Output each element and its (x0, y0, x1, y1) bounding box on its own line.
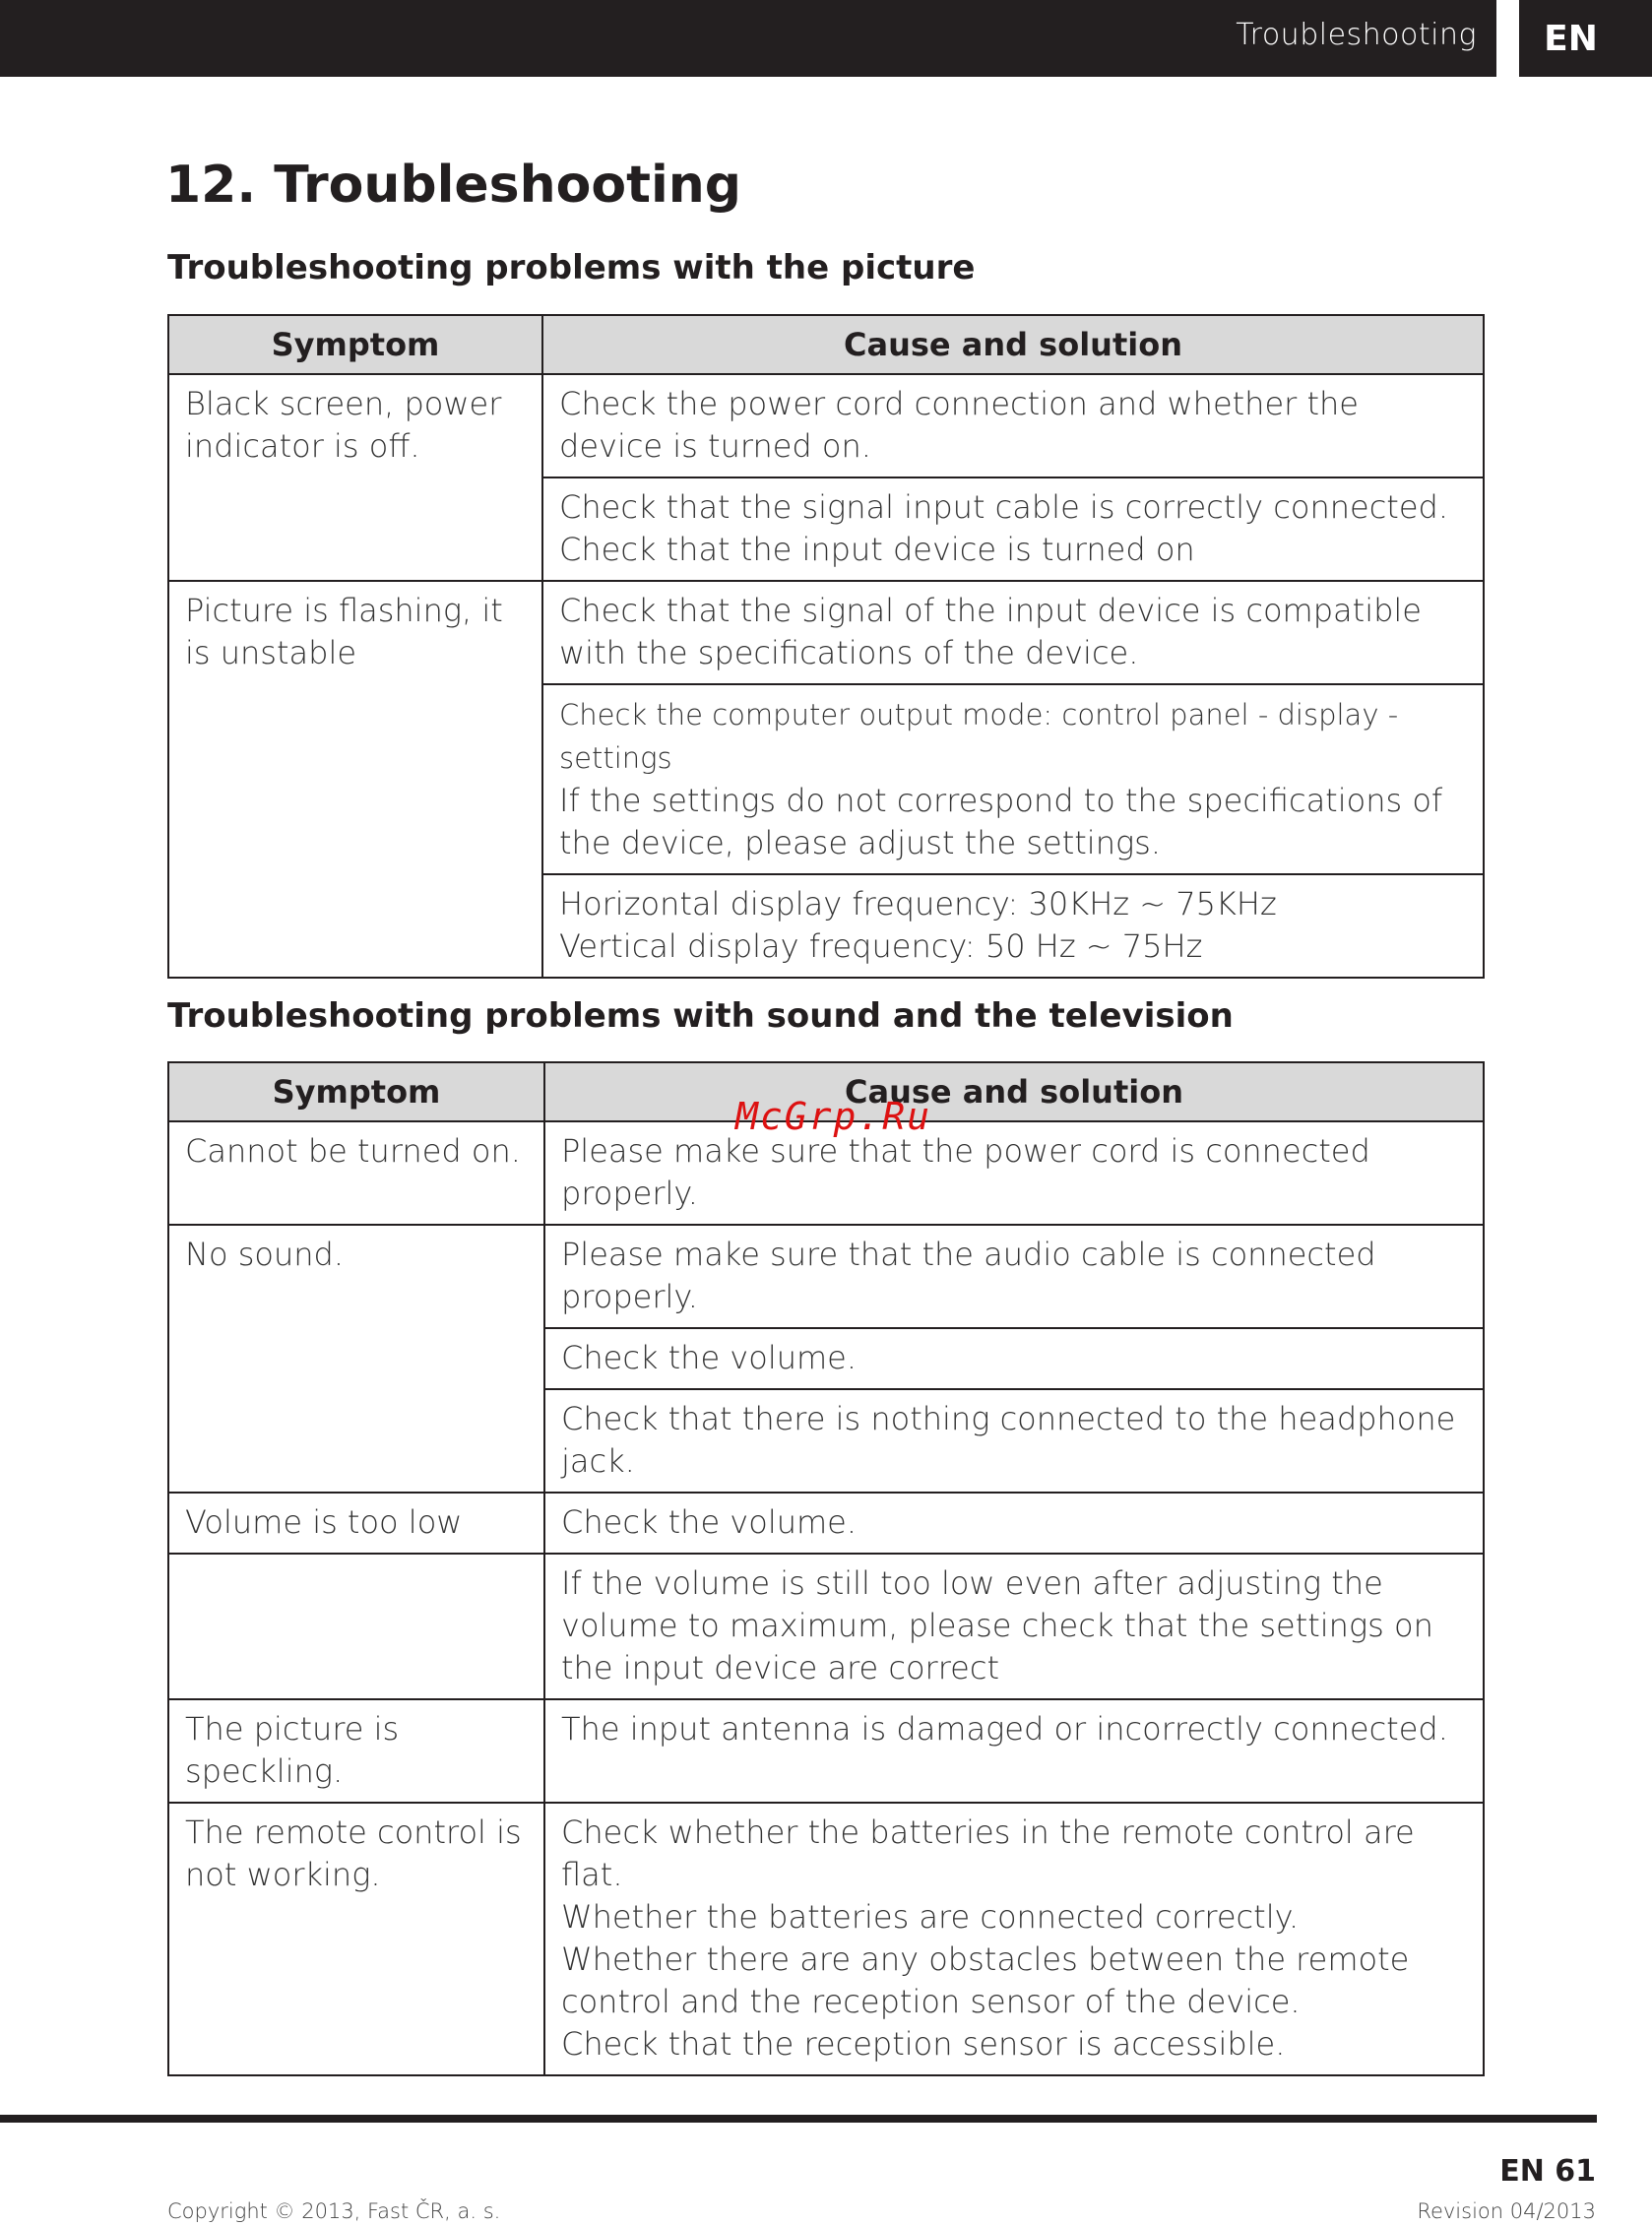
symptom-cell: The remote control is not working. (168, 1803, 544, 2075)
cause-line: Check the computer output mode: control panel - display - settings (559, 698, 1399, 775)
header-section-title: Troubleshooting (1236, 18, 1477, 52)
cause-cell: Check the power cord connection and whether the device is turned on. (542, 374, 1484, 477)
table-row (168, 1493, 1484, 1554)
revision-text: Revision 04/2013 (1417, 2199, 1596, 2223)
column-header-symptom: Symptom (168, 1062, 544, 1121)
symptom-cell: Cannot be turned on. (168, 1121, 544, 1225)
table-header-row (168, 315, 1484, 374)
cause-line: If the settings do not correspond to the specifications of the device, please adjust the settings. (559, 782, 1443, 861)
cause-cell: Please make sure that the audio cable is connected properly. (544, 1225, 1484, 1328)
cause-cell: Check that the signal input cable is correctly connected. Check that the input device is turned on (542, 477, 1484, 581)
column-header-cause: Cause and solution (544, 1062, 1484, 1121)
table-row (168, 1225, 1484, 1328)
symptom-cell: Picture is flashing, it is unstable (168, 581, 542, 978)
footer-rule (0, 2115, 1597, 2123)
cause-cell: Check that the signal of the input device is compatible with the specifications of the device. (542, 581, 1484, 684)
cause-cell: The input antenna is damaged or incorrectly connected. (544, 1699, 1484, 1803)
table-row (168, 1554, 1484, 1699)
header-bar (0, 0, 1496, 77)
cause-cell: Check that there is nothing connected to the headphone jack. (544, 1389, 1484, 1493)
sound-troubleshooting-table (167, 1061, 1485, 2076)
symptom-cell: No sound. (168, 1225, 544, 1493)
symptom-cell: Black screen, power indicator is off. (168, 374, 542, 581)
cause-cell: Check the volume. (544, 1493, 1484, 1554)
page-number: EN 61 (1499, 2154, 1596, 2189)
table-row (168, 581, 1484, 684)
cause-cell: Check the volume. (544, 1328, 1484, 1389)
symptom-cell: The picture is speckling. (168, 1699, 544, 1803)
copyright-text: Copyright © 2013, Fast ČR, a. s. (167, 2199, 501, 2223)
chapter-title: 12. Troubleshooting (165, 156, 742, 215)
language-badge: EN (1519, 0, 1652, 77)
sound-section-title: Troubleshooting problems with sound and the television (167, 996, 1234, 1036)
picture-troubleshooting-table (167, 314, 1485, 979)
cause-cell: If the volume is still too low even after adjusting the volume to maximum, please check that the settings on the input device are correct (544, 1554, 1484, 1699)
watermark-text: McGrp.Ru (735, 1095, 932, 1138)
cause-cell (542, 684, 1484, 874)
symptom-cell: Volume is too low (168, 1493, 544, 1554)
column-header-symptom: Symptom (168, 315, 542, 374)
symptom-cell (168, 1554, 544, 1699)
table-row (168, 1699, 1484, 1803)
cause-cell: Horizontal display frequency: 30KHz ~ 75KHz Vertical display frequency: 50 Hz ~ 75Hz (542, 874, 1484, 978)
column-header-cause: Cause and solution (542, 315, 1484, 374)
table-row (168, 1803, 1484, 2075)
table-row (168, 374, 1484, 477)
cause-cell: Check whether the batteries in the remote control are flat. Whether the batteries are connected correctly. Whether there are any obstacles between the remote control and the reception sensor of the device. Check that the reception sensor is accessible. (544, 1803, 1484, 2075)
cause-cell: Please make sure that the power cord is connected properly. (544, 1121, 1484, 1225)
picture-section-title: Troubleshooting problems with the picture (167, 248, 976, 287)
